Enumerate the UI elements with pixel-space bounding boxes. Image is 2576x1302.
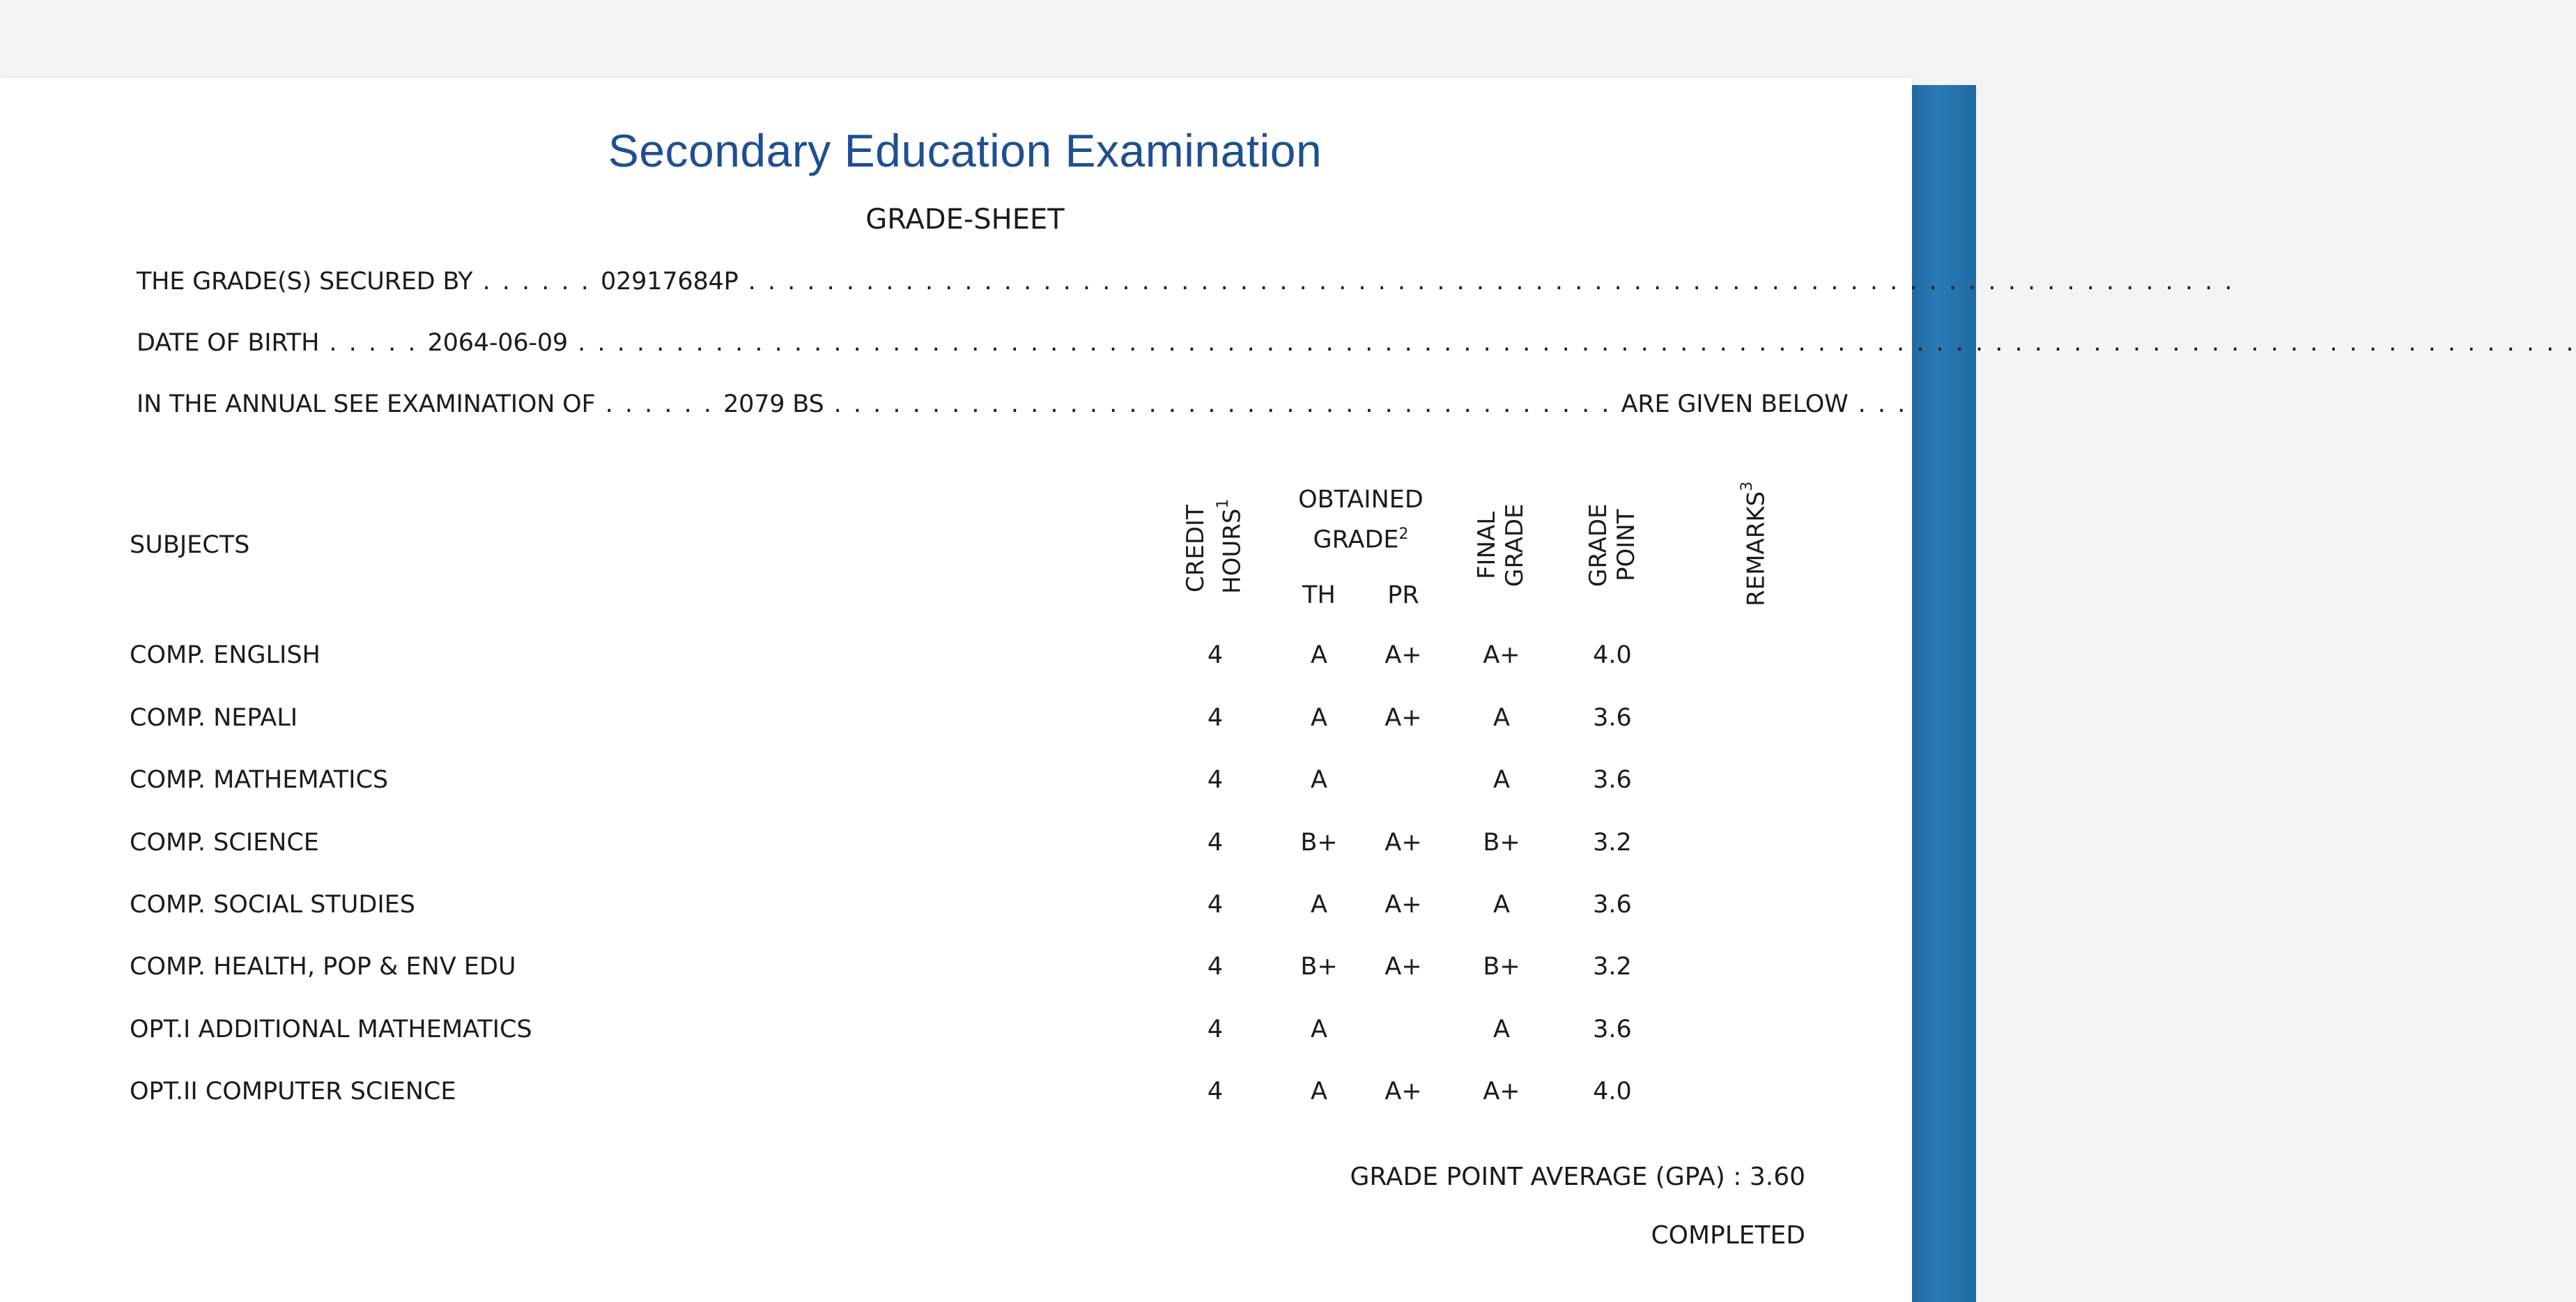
grade-point: 3.2 bbox=[1593, 953, 1632, 981]
grade-point: 4.0 bbox=[1593, 641, 1632, 669]
final-grade: A+ bbox=[1483, 641, 1520, 669]
credit-hours: 4 bbox=[1207, 641, 1224, 669]
dob-line: DATE OF BIRTH . . . . . 2064-06-09 . . . . . . . . . . . . . . . . . . . . . . . . . . . . . . . . . . . . . . . . . . . . . . . . . . . . . . . . . . . . . . . . . . . . . . . . . . . . . . . . . . . . . . . . . . . . . . . . . . . . . . bbox=[137, 329, 2576, 357]
completion-status: COMPLETED bbox=[1651, 1221, 1805, 1250]
theory-grade: B+ bbox=[1300, 953, 1338, 981]
subject-name: OPT.II COMPUTER SCIENCE bbox=[130, 1078, 456, 1105]
grade-point-header bbox=[1584, 503, 1640, 587]
table-row bbox=[0, 1016, 1912, 1057]
credit-hours: 4 bbox=[1207, 829, 1224, 857]
theory-grade: A bbox=[1311, 891, 1327, 919]
document-subtitle: GRADE-SHEET bbox=[865, 204, 1065, 236]
credit-hours: 4 bbox=[1207, 704, 1224, 732]
final-header-line2: GRADE bbox=[1501, 503, 1529, 587]
remarks-header bbox=[1734, 481, 1770, 606]
secured-by-line: THE GRADE(S) SECURED BY . . . . . . 02917684P . . . . . . . . . . . . . . . . . . . . . . . . . . . . . . . . . . . . . . . . . . . . . . . . . . . . . . . . . . . . . . . . . . . . . . . . . . . . bbox=[137, 268, 2235, 296]
subjects-header: SUBJECTS bbox=[130, 531, 250, 559]
practical-grade: A+ bbox=[1385, 641, 1422, 669]
final-grade: A+ bbox=[1483, 1078, 1520, 1105]
subject-name: COMP. SCIENCE bbox=[130, 829, 319, 857]
credit-hours: 4 bbox=[1207, 766, 1224, 794]
final-grade: A bbox=[1493, 891, 1510, 919]
exam-line: IN THE ANNUAL SEE EXAMINATION OF . . . . . . 2079 BS . . . . . . . . . . . . . . . . . . . . . . . . . . . . . . . . . . . . . . . . ARE GIVEN BELOW . . . bbox=[137, 390, 1908, 418]
subject-name: COMP. NEPALI bbox=[130, 704, 298, 732]
practical-grade: A+ bbox=[1385, 953, 1422, 981]
theory-grade: A bbox=[1311, 641, 1327, 669]
final-grade: A bbox=[1493, 1016, 1510, 1043]
theory-grade: A bbox=[1311, 766, 1327, 794]
subject-name: COMP. MATHEMATICS bbox=[130, 766, 389, 794]
gp-header-line2: POINT bbox=[1612, 509, 1640, 581]
credit-header-line2: HOURS bbox=[1218, 508, 1247, 594]
credit-hours: 4 bbox=[1207, 953, 1224, 981]
obtained-grade-header bbox=[1291, 482, 1430, 558]
practical-grade: A+ bbox=[1385, 1078, 1422, 1105]
table-row bbox=[0, 829, 1912, 871]
theory-grade: A bbox=[1311, 1078, 1327, 1105]
table-row bbox=[0, 766, 1912, 808]
credit-hours: 4 bbox=[1207, 1016, 1224, 1043]
exam-year: 2079 BS bbox=[723, 390, 824, 418]
subject-name: COMP. ENGLISH bbox=[130, 641, 321, 669]
pr-header: PR bbox=[1387, 581, 1419, 609]
theory-grade: A bbox=[1311, 1016, 1327, 1043]
remarks-header-footnote: 3 bbox=[1738, 481, 1756, 491]
grade-point: 4.0 bbox=[1593, 1078, 1632, 1105]
symbol-number: 02917684P bbox=[601, 268, 739, 296]
subject-name: OPT.I ADDITIONAL MATHEMATICS bbox=[130, 1016, 532, 1043]
final-grade: B+ bbox=[1483, 829, 1520, 857]
table-row bbox=[0, 891, 1912, 933]
credit-hours: 4 bbox=[1207, 891, 1224, 919]
final-grade: B+ bbox=[1483, 953, 1520, 981]
gp-header-line1: GRADE bbox=[1584, 503, 1612, 587]
dob-label: DATE OF BIRTH bbox=[137, 329, 320, 357]
obtained-header-line2: GRADE bbox=[1313, 526, 1399, 554]
table-row bbox=[0, 1078, 1912, 1119]
grade-point: 3.6 bbox=[1593, 891, 1632, 919]
final-grade-header bbox=[1473, 503, 1529, 587]
table-row bbox=[0, 641, 1912, 683]
exam-label: IN THE ANNUAL SEE EXAMINATION OF bbox=[137, 390, 596, 418]
dob-value: 2064-06-09 bbox=[427, 329, 568, 357]
grade-point: 3.6 bbox=[1593, 704, 1632, 732]
credit-header-footnote: 1 bbox=[1214, 498, 1232, 509]
practical-grade: A+ bbox=[1385, 891, 1422, 919]
table-row bbox=[0, 704, 1912, 746]
remarks-header-label: REMARKS bbox=[1742, 491, 1771, 606]
table-row bbox=[0, 953, 1912, 995]
obtained-header-line1: OBTAINED bbox=[1298, 486, 1424, 514]
given-below-label: ARE GIVEN BELOW bbox=[1621, 390, 1849, 418]
grade-point: 3.6 bbox=[1593, 1016, 1632, 1043]
final-grade: A bbox=[1493, 704, 1510, 732]
th-header: TH bbox=[1302, 581, 1336, 609]
credit-hours-header bbox=[1182, 498, 1247, 594]
gpa-value: 3.60 bbox=[1749, 1163, 1805, 1191]
subject-name: COMP. SOCIAL STUDIES bbox=[130, 891, 416, 919]
theory-grade: B+ bbox=[1300, 829, 1338, 857]
practical-grade: A+ bbox=[1385, 704, 1422, 732]
gpa-summary bbox=[1350, 1163, 1805, 1191]
credit-header-line1: CREDIT bbox=[1182, 505, 1210, 592]
gpa-label: GRADE POINT AVERAGE (GPA) : bbox=[1350, 1163, 1742, 1191]
theory-grade: A bbox=[1311, 704, 1327, 732]
credit-hours: 4 bbox=[1207, 1078, 1224, 1105]
secured-by-label: THE GRADE(S) SECURED BY bbox=[137, 268, 473, 296]
final-header-line1: FINAL bbox=[1473, 511, 1501, 579]
practical-grade: A+ bbox=[1385, 829, 1422, 857]
grade-point: 3.6 bbox=[1593, 766, 1632, 794]
final-grade: A bbox=[1493, 766, 1510, 794]
subject-name: COMP. HEALTH, POP & ENV EDU bbox=[130, 953, 516, 981]
obtained-header-footnote: 2 bbox=[1398, 526, 1409, 543]
grade-point: 3.2 bbox=[1593, 829, 1632, 857]
document-title: Secondary Education Examination bbox=[608, 125, 1322, 176]
